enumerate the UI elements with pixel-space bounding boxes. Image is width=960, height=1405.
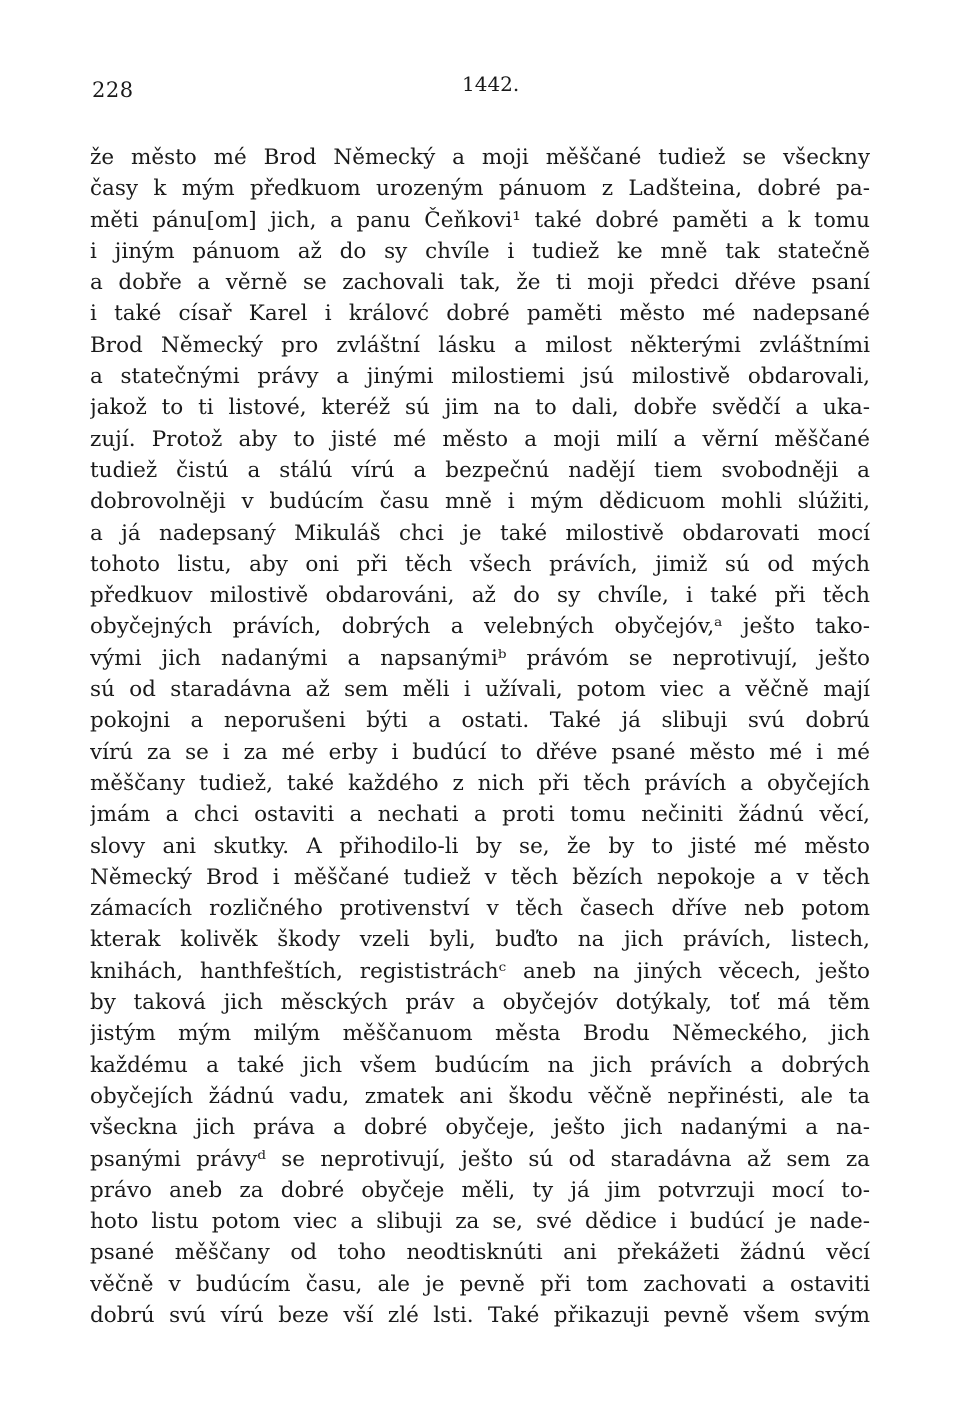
text-line: psanými právyᵈ se neprotivují, ješto sú od staradávna až sem za [90, 1146, 870, 1172]
text-line: psané měščany od toho neodtisknúti ani překážeti žádnú věcí [90, 1240, 870, 1266]
text-line: a dobře a věrně se zachovali tak, že ti moji předci dřéve psaní [90, 270, 870, 296]
text-line: Brod Německý pro zvláštní lásku a milost některými zvláštními [90, 332, 870, 358]
text-line: zámacích rozličného protivenství v těch časech dříve neb potom [90, 896, 870, 922]
text-line: tudiež čistú a stálú vírú a bezpečnú nadějí tiem svobodněji a [90, 457, 870, 483]
text-line: jistým mým milým měščanuom města Brodu Německého, jich [90, 1021, 870, 1047]
text-line: věčně v budúcím času, ale je pevně při tom zachovati a ostaviti [90, 1271, 870, 1297]
text-line: zují. Protož aby to jisté mé město a moji milí a věrní měščané [90, 426, 870, 452]
text-line: obyčejích žádnú vadu, zmatek ani škodu věčně nepřinésti, ale ta [90, 1083, 870, 1109]
running-title-year: 1442. [462, 72, 520, 96]
page-number: 228 [92, 78, 134, 102]
text-line: jmám a chci ostaviti a nechati a proti tomu nečiniti žádnú věcí, [90, 802, 870, 828]
text-line: dobrú svú vírú beze vší zlé lsti. Také přikazuji pevně všem svým [90, 1302, 870, 1328]
text-line: sú od staradávna až sem měli i užívali, potom viec a věčně mají [90, 677, 870, 703]
text-line: měti pánu[om] jich, a panu Čeňkovi¹ také dobré paměti a k tomu [90, 207, 870, 233]
text-line: každému a také jich všem budúcím na jich právích a dobrých [90, 1052, 870, 1078]
text-line: měščany tudiež, také každého z nich při těch právích a obyčejích [90, 770, 870, 796]
body-text [90, 142, 870, 1331]
text-line: a já nadepsaný Mikuláš chci je také milostivě obdarovati mocí [90, 520, 870, 546]
text-line: vými jich nadanými a napsanýmiᵇ právóm se neprotivují, ješto [90, 645, 870, 671]
text-line: jakož to ti listové, kteréž sú jim na to dali, dobře svědčí a uka- [90, 395, 870, 421]
text-line: právo aneb za dobré obyčeje měli, ty já jim potvrzuji mocí to- [90, 1177, 870, 1203]
text-line: kterak kolivěk škody vzeli byli, buďto na jich právích, listech, [90, 927, 870, 953]
text-line: časy k mým předkuom urozeným pánuom z Ladšteina, dobré pa- [90, 176, 870, 202]
text-line: předkuov milostivě obdarováni, až do sy chvíle, i také při těch [90, 583, 870, 609]
text-line: by taková jich měsckých práv a obyčejóv dotýkaly, toť má těm [90, 990, 870, 1016]
text-line: dobrovolněji v budúcím času mně i mým dědicuom mohli slúžiti, [90, 489, 870, 515]
text-line: tohoto listu, aby oni při těch všech právích, jimiž sú od mých [90, 551, 870, 577]
text-line: všeckna jich práva a dobré obyčeje, ješto jich nadanými a na- [90, 1115, 870, 1141]
text-line: knihách, hanthfeštích, regististráchᶜ aneb na jiných věcech, ješto [90, 958, 870, 984]
text-line: i také císař Karel i královć dobré paměti město mé nadepsané [90, 301, 870, 327]
text-line: Německý Brod i měščané tudiež v těch bězích nepokoje a v těch [90, 864, 870, 890]
text-line: obyčejných právích, dobrých a velebných obyčejóv,ᵃ ještо tako- [90, 614, 870, 640]
text-line: slovy ani skutky. A přihodilo-li by se, že by to jisté mé město [90, 833, 870, 859]
text-line: hoto listu potom viec a slibuji za se, své dědice i budúcí je nade- [90, 1209, 870, 1235]
text-line: pokojni a neporušeni býti a ostati. Také já slibuji svú dobrú [90, 708, 870, 734]
text-line: že město mé Brod Německý a moji měščané tudiež se všeckny [90, 145, 870, 170]
text-line: a statečnými právy a jinými milostiemi jsú milostivě obdarovali, [90, 364, 870, 390]
text-line: vírú za se i za mé erby i budúcí to dřéve psané město mé i mé [90, 739, 870, 765]
text-line: i jiným pánuom až do sy chvíle i tudiež ke mně tak statečně [90, 238, 870, 264]
page-header [0, 72, 960, 112]
